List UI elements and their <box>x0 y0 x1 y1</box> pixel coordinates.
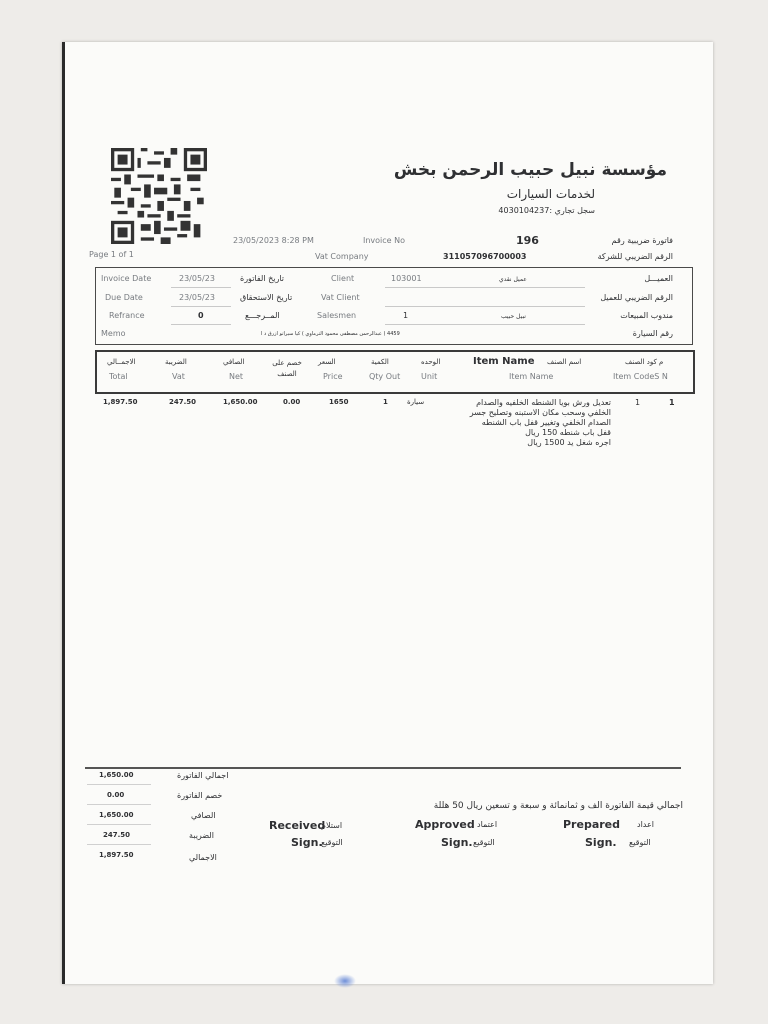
salesmen-code: 1 <box>403 311 409 320</box>
vat-client-label: Vat Client <box>321 293 360 302</box>
prepared-sign-ar: التوقيع <box>629 838 651 847</box>
net-label: الصافي <box>191 811 216 820</box>
desc-line: قفل باب شنطه 150 ريال <box>525 428 611 437</box>
commercial-register: سجل تجاري :4030104237 <box>498 206 595 215</box>
col-total-ar: الاجمــالي <box>107 358 136 366</box>
col-unit: Unit <box>421 372 438 381</box>
col-code: Item CodeS N <box>613 372 668 381</box>
row-code: 1 <box>635 398 641 407</box>
salesmen-name: نبيل حبيب <box>501 313 526 320</box>
approved-label-ar: اعتماد <box>477 820 498 829</box>
received-label: Received <box>269 819 326 832</box>
col-unit-ar: الوحده <box>421 358 441 366</box>
col-disc-ar: خصم على الصنف <box>272 359 302 378</box>
due-date: 23/05/23 <box>179 293 215 302</box>
net-value: 1,650.00 <box>99 811 134 819</box>
received-sign-ar: التوقيع <box>321 838 343 847</box>
approved-label: Approved <box>415 818 475 831</box>
row-net: 1,650.00 <box>223 398 258 406</box>
row-sn: 1 <box>669 398 675 407</box>
page-number: Page 1 of 1 <box>89 250 134 259</box>
invoice-date-label: Invoice Date <box>101 274 152 283</box>
invoice-date-label-ar: تاريخ الفاتورة <box>240 274 285 283</box>
row-unit: سيارة <box>407 398 425 406</box>
scan-artifact <box>334 974 356 988</box>
invoice-datetime: 23/05/2023 8:28 PM <box>233 236 314 245</box>
vat-company-label: Vat Company <box>315 252 369 261</box>
row-description <box>469 398 611 448</box>
col-item-name-ar: اسم الصنف <box>547 358 582 366</box>
row-total: 1,897.50 <box>103 398 138 406</box>
vat-company-label-ar: الرقم الضريبي للشركة <box>597 252 673 261</box>
prepared-label: Prepared <box>563 818 621 831</box>
salesmen-label: Salesmen <box>317 311 357 320</box>
amount-in-words: اجمالي قيمة الفاتورة الف و ثمانمائة و سبعة و تسعين ريال 50 هللة <box>433 801 683 811</box>
col-qty-ar: الكمية <box>371 358 389 366</box>
discount-label: خصم الفاتورة <box>177 791 223 800</box>
desc-line: الخلفي وسحب مكان الاستبنه وتصليح جسر <box>469 408 611 417</box>
row-disc: 0.00 <box>283 398 301 406</box>
desc-line: تعديل ورش بويا الشنطه الخلفيه والصدام <box>476 398 611 407</box>
grand-total-value: 1,897.50 <box>99 851 134 859</box>
col-net: Net <box>229 372 244 381</box>
refrance-value: 0 <box>198 311 204 320</box>
vat-client-label-ar: الرقم الضريبي للعميل <box>600 293 673 302</box>
salesmen-label-ar: مندوب المبيعات <box>620 311 673 320</box>
desc-line: الصدام الخلفي وتغيير قفل باب الشنطه <box>481 418 611 427</box>
client-label-ar: العميـــل <box>644 274 673 283</box>
approved-sign-ar: التوقيع <box>473 838 495 847</box>
desc-line: اجره شغل يد 1500 ريال <box>527 438 611 447</box>
refrance-label: Refrance <box>109 311 145 320</box>
company-subtitle: لخدمات السيارات <box>506 187 595 201</box>
client-label: Client <box>331 274 355 283</box>
due-date-label: Due Date <box>105 293 143 302</box>
memo-value: 4459 ( عبدالرحمن مصطفى محمود الترماوي ) كيا سيراتو ازرق د ا <box>261 331 400 337</box>
invoice-total-label: اجمالي الفاتورة <box>177 771 229 780</box>
company-name: مؤسسة نبيل حبيب الرحمن بخش <box>393 160 667 180</box>
footer-divider <box>85 767 681 769</box>
approved-sign: Sign. <box>441 836 473 849</box>
col-item-name: Item Name <box>473 356 535 367</box>
invoice-no-label-ar: فاتورة ضريبية رقم <box>611 236 673 245</box>
invoice-no: 196 <box>516 234 539 247</box>
col-vat-ar: الضريبة <box>165 358 187 366</box>
col-item-name-2: Item Name <box>509 372 554 381</box>
prepared-sign: Sign. <box>585 836 617 849</box>
col-price: Price <box>323 372 343 381</box>
memo-label: Memo <box>101 329 126 338</box>
received-label-ar: استلام <box>321 821 343 830</box>
invoice-no-label: Invoice No <box>363 236 406 245</box>
prepared-label-ar: اعداد <box>637 820 654 829</box>
refrance-label-ar: المــرجـــع <box>245 311 280 320</box>
client-code: 103001 <box>391 274 422 283</box>
vat-total-label: الضريبة <box>189 831 214 840</box>
row-qty: 1 <box>383 398 388 406</box>
invoice-total-value: 1,650.00 <box>99 771 134 779</box>
vat-company-number: 311057096700003 <box>443 252 527 261</box>
col-total: Total <box>109 372 128 381</box>
col-qty: Qty Out <box>369 372 401 381</box>
invoice-date: 23/05/23 <box>179 274 215 283</box>
invoice-sheet <box>62 42 713 984</box>
received-sign: Sign. <box>291 836 323 849</box>
client-name: عميل نقدي <box>499 276 527 283</box>
grand-total-label: الاجمالي <box>189 853 217 862</box>
due-date-label-ar: تاريخ الاستحقاق <box>240 293 293 302</box>
car-no-label-ar: رقم السيارة <box>632 329 673 338</box>
col-code-ar: م كود الصنف <box>625 358 664 366</box>
col-price-ar: السعر <box>318 358 336 366</box>
col-vat: Vat <box>172 372 185 381</box>
row-vat: 247.50 <box>169 398 197 406</box>
row-price: 1650 <box>329 398 349 406</box>
vat-total-value: 247.50 <box>103 831 131 839</box>
discount-value: 0.00 <box>107 791 125 799</box>
col-net-ar: الصافي <box>223 358 245 366</box>
qr-code <box>101 148 217 244</box>
